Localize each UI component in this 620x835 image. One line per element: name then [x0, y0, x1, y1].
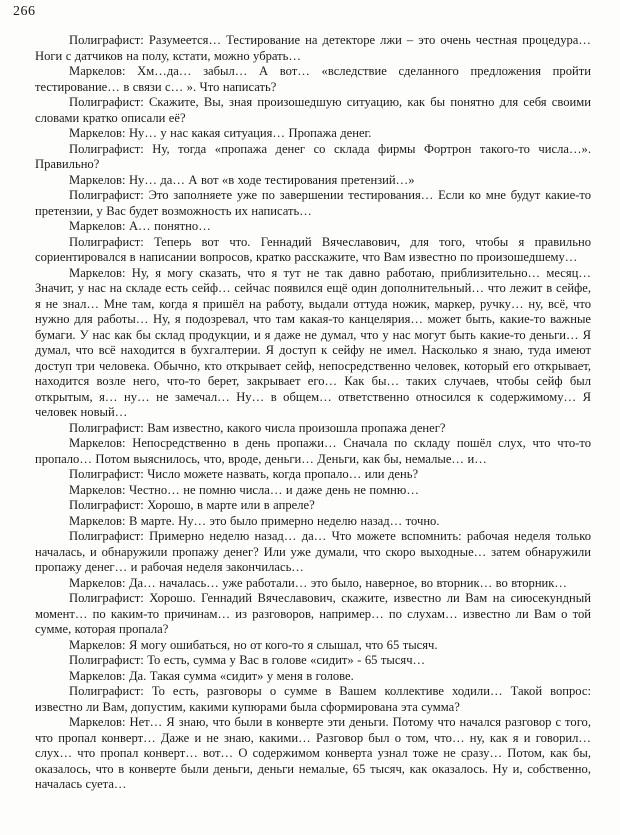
paragraph: Полиграфист: Теперь вот что. Геннадий Вячеславович, для того, чтобы я правильно сориентировался в написании вопросов, кратко расскажите, что Вам известно по произошедшему…: [35, 234, 591, 264]
dialogue-transcript: [35, 33, 591, 793]
paragraph: Маркелов: Я могу ошибаться, но от кого-то я слышал, что 65 тысяч.: [69, 637, 438, 652]
paragraph: Маркелов: Хм…да… забыл… А вот… «вследствие сделанного предложения пройти тестирование… в связи с… ». Что написать?: [35, 64, 591, 94]
paragraph: Полиграфист: Это заполняете уже по завершении тестирования… Если ко мне будут какие-то претензии, у Вас будет возможность их написать…: [35, 188, 591, 218]
paragraph: Полиграфист: Примерно неделю назад… да… Что можете вспомнить: рабочая неделя только началась, и обнаружили пропажу денег? Или уже думали, что скоро выходные… затем обнаружили пропажу денег… и рабочая неделя закончилась…: [35, 529, 591, 574]
paragraph: Полиграфист: Вам известно, какого числа произошла пропажа денег?: [69, 420, 446, 435]
paragraph: Маркелов: Ну, я могу сказать, что я тут не так давно работаю, приблизительно… месяц… Значит, у нас на складе есть сейф… сейчас появился ещё один дополнительный… что лежит в сейфе, я не знал… Мне там, когда я пришёл на работу, выдали оттуда ножик, маркер, ручку… ну, всё, что нужно для работы… Ну, я подозревал, что там какая-то канцелярия… может быть, какие-то важные бумаги. У нас как бы склад продукции, и я даже не думал, что у нас могут быть какие-то деньги… Я думал, что всё находится в бухгалтерии. Я доступ к сейфу не имел. Насколько я знаю, туда имеют доступ три человека. Обычно, кто открывает сейф, непосредственно человек, который его открывает, находится возле него, что-то берет, закрывает его… Как бы… таких случаев, чтобы сейф был открытым, я… ну… не замечал… Ну… в общем… ответственно относился к содержимому… Я человек новый…: [35, 265, 591, 419]
paragraph: Маркелов: Ну… да… А вот «в ходе тестирования претензий…»: [69, 172, 415, 187]
paragraph: Полиграфист: То есть, разговоры о сумме в Вашем коллективе ходили… Такой вопрос: известно ли Вам, допустим, какими купюрами была сформирована эта сумма?: [35, 684, 591, 714]
paragraph: Полиграфист: Хорошо, в марте или в апреле?: [69, 498, 315, 512]
paragraph: Маркелов: А… понятно…: [69, 219, 211, 233]
paragraph: Маркелов: Нет… Я знаю, что были в конверте эти деньги. Потому что начался разговор с того, что пропал конверт… Даже и не знаю, какими… Разговор был о том, что… ну, как я и говорил… слух… что пропал конверт… вот… О содержимом конверта узнал тоже не сразу… Потом, как бы, оказалось, что в конверте были деньги, деньги немалые, 65 тысяч, как оказалось. Ну и, собственно, началась суета…: [35, 715, 591, 791]
paragraph: Полиграфист: Хорошо. Геннадий Вячеславович, скажите, известно ли Вам на сиюсекундный момент… по каким-то причинам… из разговоров, например… по слухам… известно ли Вам о той сумме, которая пропала?: [35, 591, 591, 636]
paragraph: Полиграфист: То есть, сумма у Вас в голове «сидит» - 65 тысяч…: [69, 653, 426, 667]
paragraph: Маркелов: Непосредственно в день пропажи… Сначала по складу пошёл слух, что что-то пропало… Потом выяснилось, что, вроде, деньги… Деньги, как бы, немалые… и…: [35, 436, 591, 466]
paragraph: Маркелов: Честно… не помню числа… и даже день не помню…: [69, 482, 419, 497]
paragraph: Полиграфист: Число можете назвать, когда пропало… или день?: [69, 467, 419, 481]
paragraph: Полиграфист: Ну, тогда «пропажа денег со склада фирмы Фортрон такого-то числа…». Правильно?: [35, 141, 591, 171]
paragraph: Полиграфист: Скажите, Вы, зная произошедшую ситуацию, как бы понятно для себя своими словами кратко описали её?: [35, 95, 591, 125]
paragraph: Маркелов: Ну… у нас какая ситуация… Пропажа денег.: [69, 126, 372, 140]
paragraph: Маркелов: В марте. Ну… это было примерно неделю назад… точно.: [69, 513, 440, 528]
paragraph: Маркелов: Да… началась… уже работали… это было, наверное, во вторник… во вторник…: [69, 575, 568, 590]
page-number: 266: [13, 4, 36, 19]
paragraph: Маркелов: Да. Такая сумма «сидит» у меня в голове.: [69, 668, 354, 683]
paragraph: Полиграфист: Разумеется… Тестирование на детекторе лжи – это очень честная процедура… Ноги с датчиков на полу, кстати, можно убрать…: [35, 33, 591, 63]
